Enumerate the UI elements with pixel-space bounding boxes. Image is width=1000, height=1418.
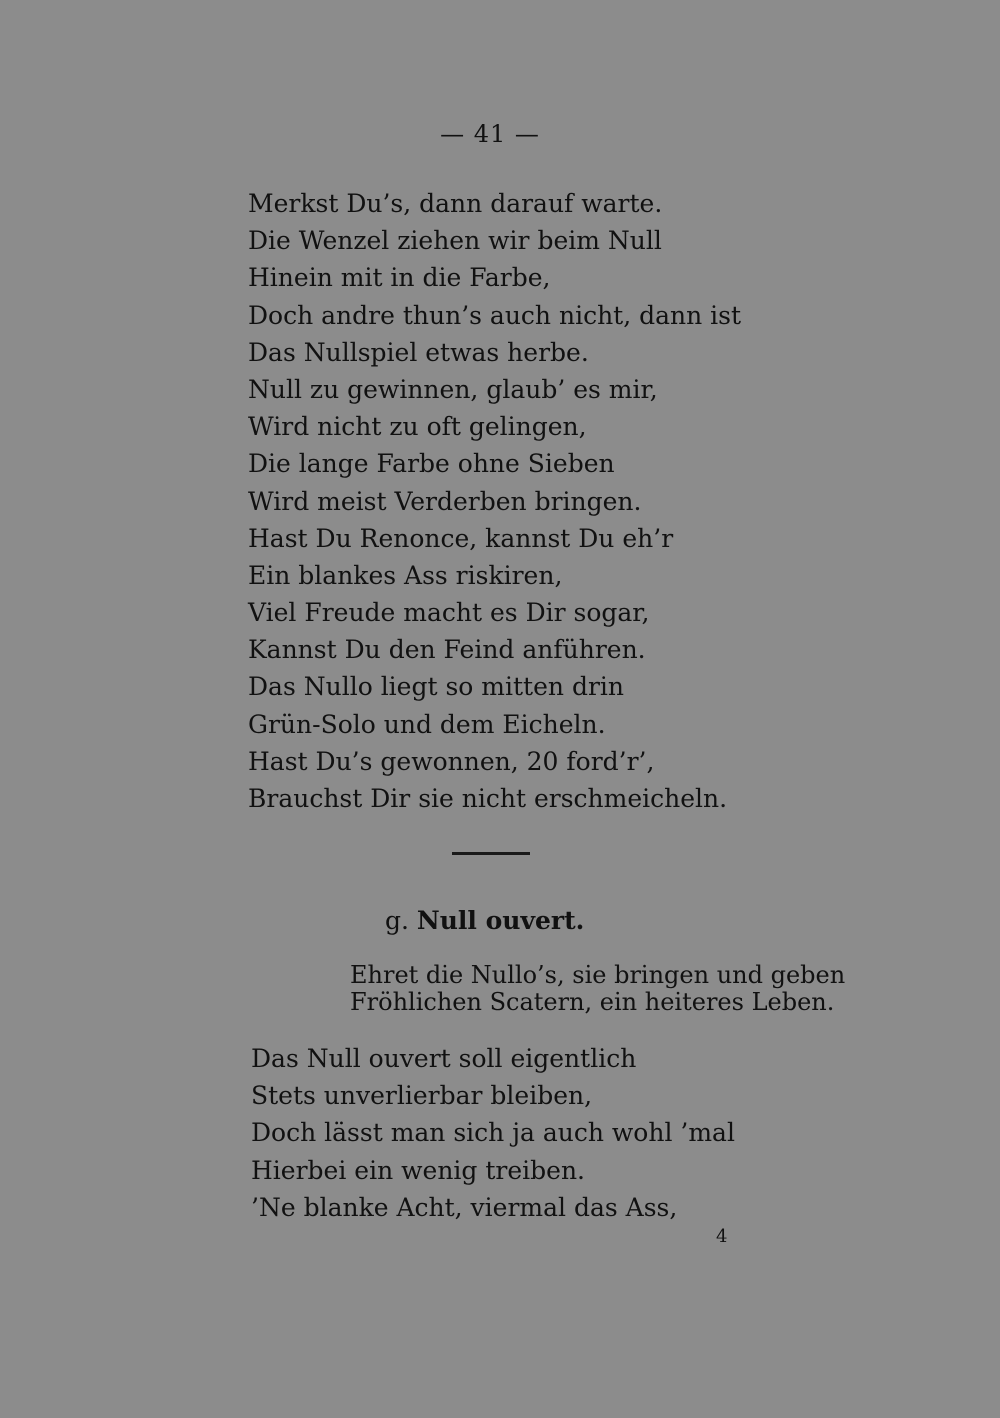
signature-mark: 4	[716, 1226, 728, 1247]
motto-line: Ehret die Nullo’s, sie bringen und geben	[350, 961, 846, 989]
verse-line: Wird nicht zu oft gelingen,	[248, 412, 587, 442]
motto	[350, 962, 845, 1016]
verse-line: Das Null ouvert soll eigentlich	[251, 1044, 637, 1073]
section-heading	[385, 906, 584, 935]
verse-line: ’Ne blanke Acht, viermal das Ass,	[251, 1192, 678, 1222]
page-number: — 41 —	[440, 120, 540, 148]
verse-line: Hinein mit in die Farbe,	[248, 263, 551, 293]
verse-line: Doch lässt man sich ja auch wohl ’mal	[251, 1118, 735, 1148]
verse-line: Das Nullspiel etwas herbe.	[248, 337, 589, 367]
verse-line: Kannst Du den Feind anführen.	[248, 635, 646, 665]
verse-line: Stets unverlierbar bleiben,	[251, 1081, 593, 1111]
motto-line: Fröhlichen Scatern, ein heiteres Leben.	[350, 988, 835, 1016]
verse-line: Ein blankes Ass riskiren,	[248, 560, 563, 590]
verse-block-2	[251, 1040, 735, 1226]
verse-line: Hast Du Renonce, kannst Du eh’r	[248, 523, 674, 553]
verse-line: Hast Du’s gewonnen, 20 ford’r’,	[248, 746, 655, 776]
section-letter: g.	[385, 906, 409, 935]
verse-line: Null zu gewinnen, glaub’ es mir,	[248, 374, 658, 404]
section-divider	[452, 852, 530, 855]
verse-line: Viel Freude macht es Dir sogar,	[248, 598, 650, 628]
verse-line: Merkst Du’s, dann darauf warte.	[248, 189, 663, 218]
verse-line: Das Nullo liegt so mitten drin	[248, 672, 624, 702]
verse-line: Wird meist Verderben bringen.	[248, 486, 642, 516]
verse-block-1	[248, 185, 741, 817]
verse-line: Die lange Farbe ohne Sieben	[248, 449, 615, 479]
verse-line: Grün-Solo und dem Eicheln.	[248, 709, 606, 739]
verse-line: Hierbei ein wenig treiben.	[251, 1155, 585, 1185]
section-title: Null ouvert.	[416, 906, 585, 935]
verse-line: Die Wenzel ziehen wir beim Null	[248, 226, 662, 256]
verse-line: Doch andre thun’s auch nicht, dann ist	[248, 300, 742, 330]
verse-line: Brauchst Dir sie nicht erschmeicheln.	[248, 784, 728, 813]
